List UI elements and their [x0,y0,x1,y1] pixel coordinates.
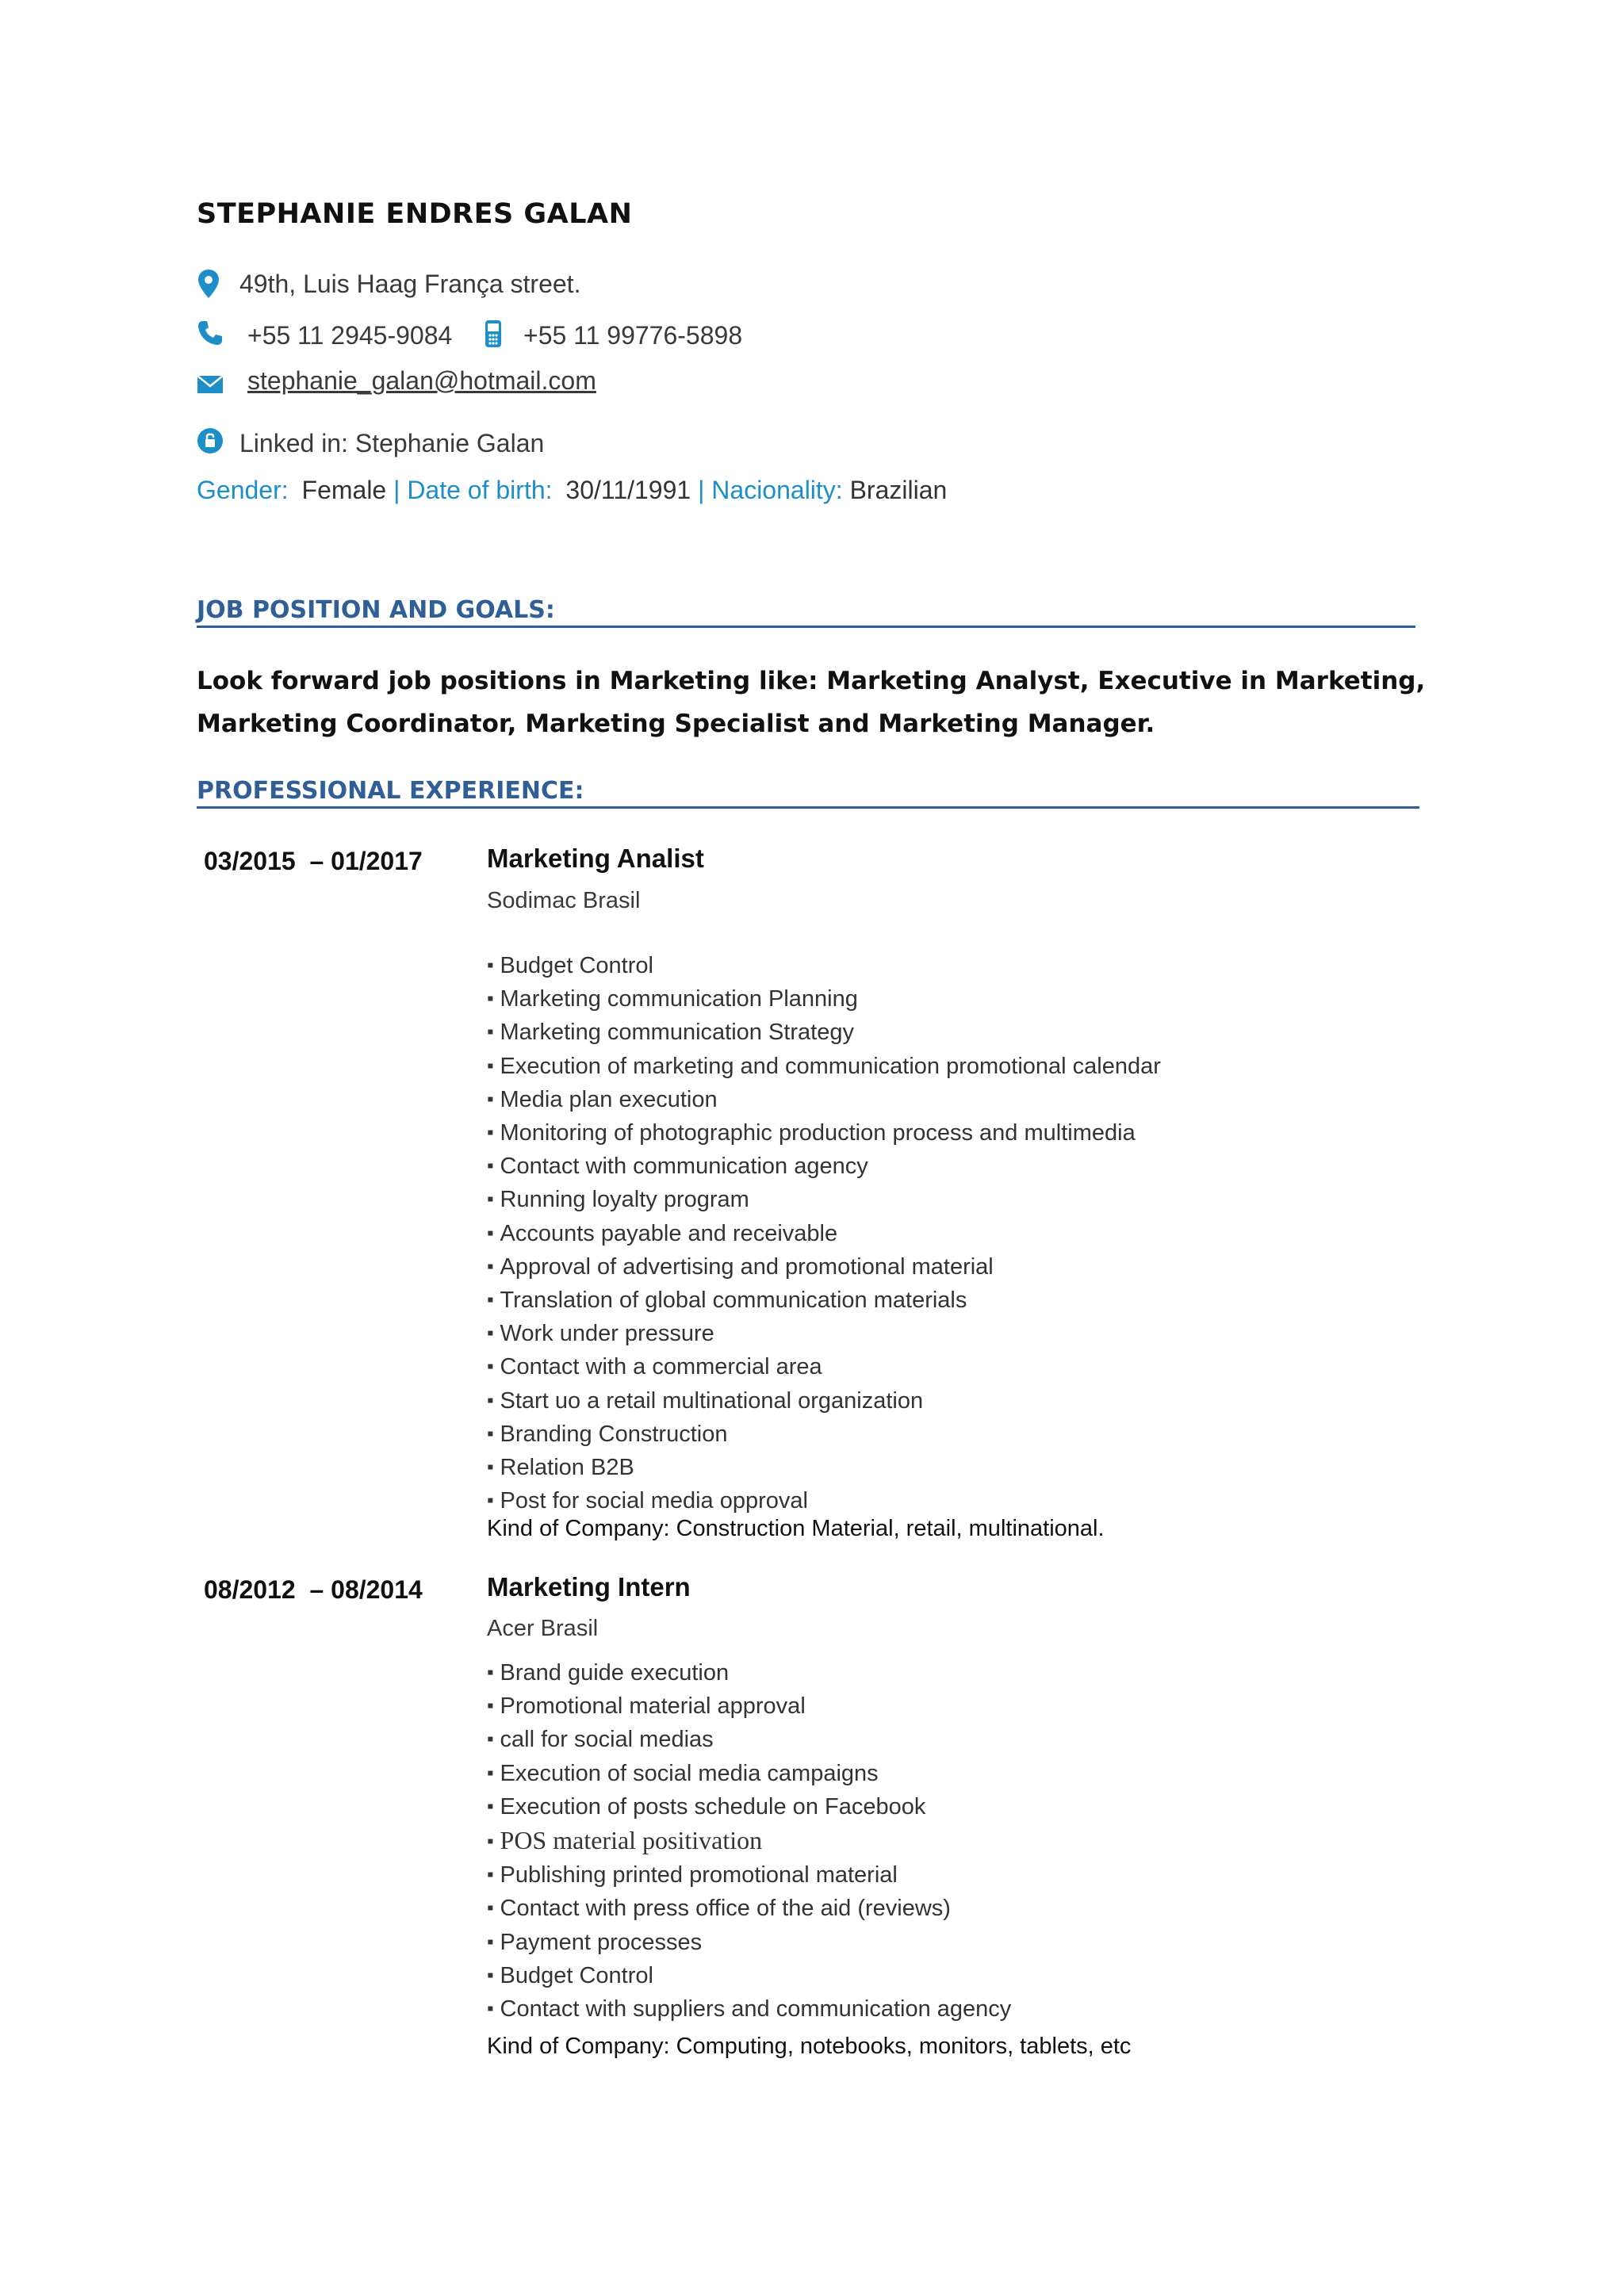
job-dates: 08/2012 – 08/2014 [204,1575,423,1604]
dob-label: | Date of birth: [393,476,553,504]
duty-item: ▪ Execution of marketing and communication promotional calendar [487,1050,1161,1084]
job-company: Acer Brasil [487,1616,599,1641]
job-title: Marketing Analist [487,844,704,873]
mobile-phone-icon [484,320,503,354]
duty-item: ▪ Start uo a retail multinational organization [487,1385,1161,1418]
duty-item: ▪ Work under pressure [487,1318,1161,1351]
duty-item: ▪ Relation B2B [487,1452,1161,1485]
duty-item: ▪ Execution of posts schedule on Facebook [487,1791,1011,1824]
mobile-number[interactable]: +55 11 99776-5898 [523,321,743,350]
goals-heading: JOB POSITION AND GOALS: [197,596,1415,628]
duty-item: ▪ Payment processes [487,1927,1011,1960]
gender-value: Female [301,476,387,504]
duty-item: ▪ Post for social media opproval [487,1485,1161,1518]
duty-item: ▪ Contact with a commercial area [487,1351,1161,1384]
map-pin-icon [197,268,220,306]
address-text: 49th, Luis Haag França street. [239,270,581,298]
duty-item: ▪ Translation of global communication materials [487,1284,1161,1318]
duty-item: ▪ Publishing printed promotional material [487,1859,1011,1892]
duty-item: ▪ Marketing communication Strategy [487,1016,1161,1050]
nationality-label: | Nacionality: [698,476,843,504]
duty-item: ▪ Contact with press office of the aid (reviews) [487,1892,1011,1926]
email-link[interactable]: stephanie_galan@hotmail.com [247,366,596,395]
linkedin-icon [197,427,224,461]
company-kind: Kind of Company: Computing, notebooks, monitors, tablets, etc [487,2034,1132,2059]
envelope-icon [197,371,224,400]
phone-icon [197,320,224,353]
duty-item: ▪ Execution of social media campaigns [487,1758,1011,1791]
job-title: Marketing Intern [487,1572,691,1601]
personal-info-row [197,476,947,505]
job-duties-list [487,950,1161,1518]
duty-item: ▪ Contact with communication agency [487,1150,1161,1184]
goals-text: Look forward job positions in Marketing like: Marketing Analyst, Executive in Marketing, Marketing Coordinator, Marketing Specialist and Marketing Manager. [197,667,1426,738]
duty-item: ▪ call for social medias [487,1724,1011,1757]
duty-item: ▪ Approval of advertising and promotional material [487,1251,1161,1284]
dob-value: 30/11/1991 [565,476,691,504]
duty-item: ▪ Marketing communication Planning [487,983,1161,1016]
experience-heading: PROFESSIONAL EXPERIENCE: [197,777,1419,809]
duty-item: ▪ POS material positivation [487,1824,1011,1859]
nationality-value: Brazilian [849,476,948,504]
company-kind: Kind of Company: Construction Material, retail, multinational. [487,1516,1105,1541]
duty-item: ▪ Budget Control [487,1960,1011,1993]
duty-item: ▪ Running loyalty program [487,1184,1161,1217]
duty-item: ▪ Budget Control [487,950,1161,983]
gender-label: Gender: [197,476,289,504]
duty-item: ▪ Promotional material approval [487,1690,1011,1724]
duty-item: ▪ Accounts payable and receivable [487,1218,1161,1251]
job-company: Sodimac Brasil [487,888,641,913]
phone-number[interactable]: +55 11 2945-9084 [247,321,453,350]
duty-item: ▪ Brand guide execution [487,1657,1011,1690]
duty-item: ▪ Branding Construction [487,1418,1161,1452]
job-duties-list [487,1657,1011,2026]
candidate-name: STEPHANIE ENDRES GALAN [197,198,633,230]
duty-item: ▪ Contact with suppliers and communication agency [487,1993,1011,2026]
linkedin-text[interactable]: Linked in: Stephanie Galan [239,429,545,457]
job-dates: 03/2015 – 01/2017 [204,847,423,875]
duty-item: ▪ Media plan execution [487,1084,1161,1117]
duty-item: ▪ Monitoring of photographic production process and multimedia [487,1117,1161,1150]
